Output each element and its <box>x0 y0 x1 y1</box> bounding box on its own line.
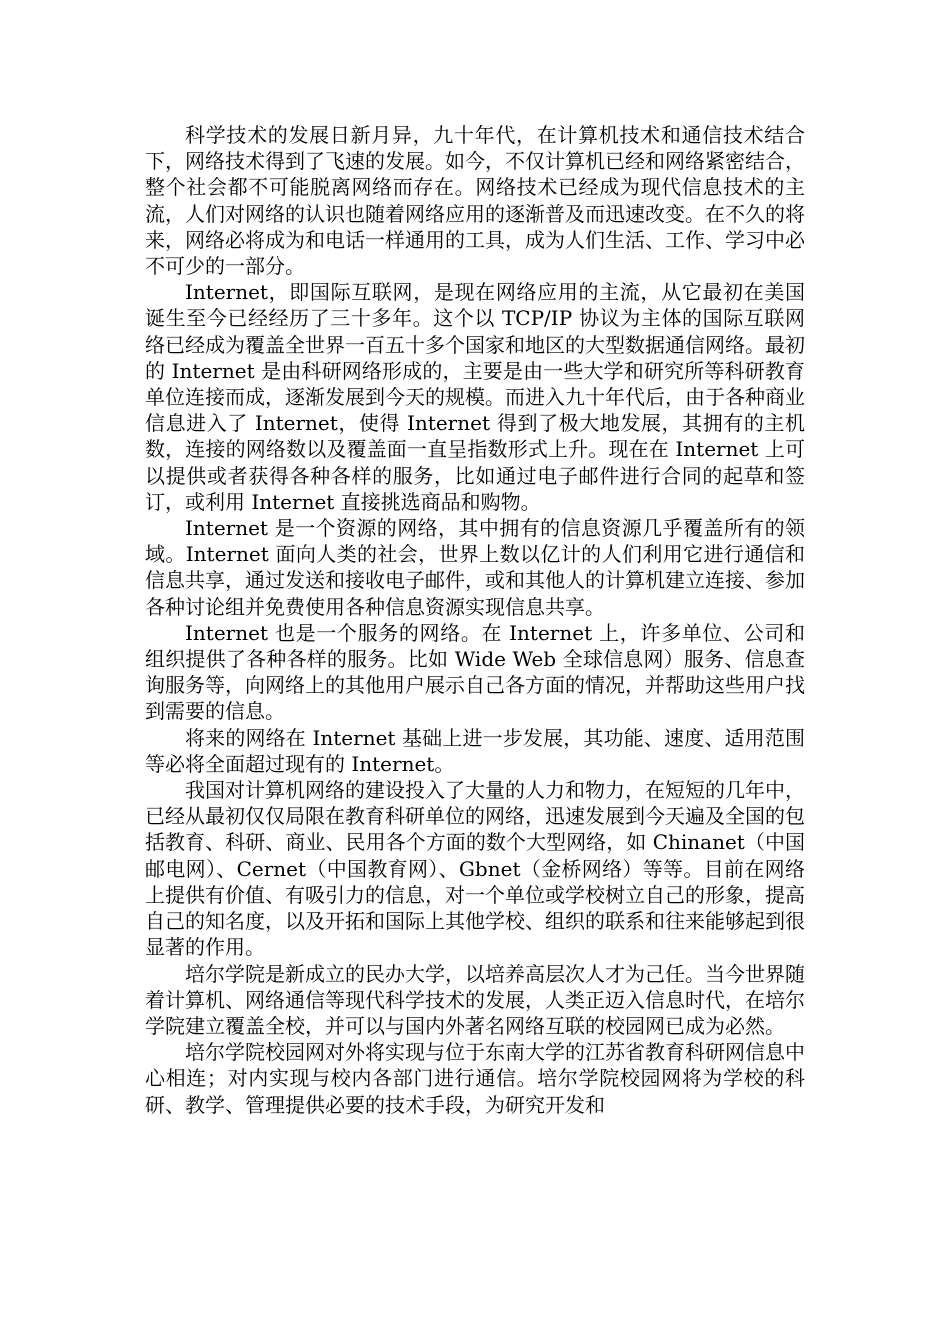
paragraph-1: 科学技术的发展日新月异，九十年代，在计算机技术和通信技术结合下，网络技术得到了飞速的发展。如今，不仅计算机已经和网络紧密结合，整个社会都不可能脱离网络而存在。网络技术已经成为现代信息技术的主流，人们对网络的认识也随着网络应用的逐渐普及而迅速改变。在不久的将来，网络必将成为和电话一样通用的工具，成为人们生活、工作、学习中必不可少的一部分。 <box>145 123 805 279</box>
paragraph-7: 培尔学院是新成立的民办大学，以培养高层次人才为己任。当今世界随着计算机、网络通信等现代科学技术的发展，人类正迈入信息时代，在培尔学院建立覆盖全校，并可以与国内外著名网络互联的校园网已成为必然。 <box>145 961 805 1038</box>
paragraph-8: 培尔学院校园网对外将实现与位于东南大学的江苏省教育科研网信息中心相连；对内实现与校内各部门进行通信。培尔学院校园网将为学校的科研、教学、管理提供必要的技术手段，为研究开发和 <box>145 1040 805 1117</box>
paragraph-3: Internet 是一个资源的网络，其中拥有的信息资源几乎覆盖所有的领域。Internet 面向人类的社会，世界上数以亿计的人们利用它进行通信和信息共享，通过发送和接收电子邮件，或和其他人的计算机建立连接、参加各种讨论组并免费使用各种信息资源实现信息共享。 <box>145 516 805 619</box>
paragraph-5: 将来的网络在 Internet 基础上进一步发展，其功能、速度、适用范围等必将全面超过现有的 Internet。 <box>145 725 805 776</box>
paragraph-6: 我国对计算机网络的建设投入了大量的人力和物力，在短短的几年中，已经从最初仅仅局限在教育科研单位的网络，迅速发展到今天遍及全国的包括教育、科研、商业、民用各个方面的数个大型网络，如 Chinanet（中国邮电网）、Cernet（中国教育网）、Gbnet（金桥网络）等等。目前在网络上提供有价值、有吸引力的信息，对一个单位或学校树立自己的形象，提高自己的知名度，以及开拓和国际上其他学校、组织的联系和往来能够起到很显著的作用。 <box>145 778 805 960</box>
document-body <box>145 122 805 1118</box>
paragraph-2: Internet，即国际互联网，是现在网络应用的主流，从它最初在美国诞生至今已经经历了三十多年。这个以 TCP/IP 协议为主体的国际互联网络已经成为覆盖全世界一百五十多个国家和地区的大型数据通信网络。最初的 Internet 是由科研网络形成的，主要是由一些大学和研究所等科研教育单位连接而成，逐渐发展到今天的规模。而进入九十年代后，由于各种商业信息进入了 Internet，使得 Internet 得到了极大地发展，其拥有的主机数，连接的网络数以及覆盖面一直呈指数形式上升。现在在 Internet 上可以提供或者获得各种各样的服务，比如通过电子邮件进行合同的起草和签订，或利用 Internet 直接挑选商品和购物。 <box>145 280 805 514</box>
paragraph-4: Internet 也是一个服务的网络。在 Internet 上，许多单位、公司和组织提供了各种各样的服务。比如 Wide Web 全球信息网）服务、信息查询服务等，向网络上的其他用户展示自己各方面的情况，并帮助这些用户找到需要的信息。 <box>145 620 805 724</box>
